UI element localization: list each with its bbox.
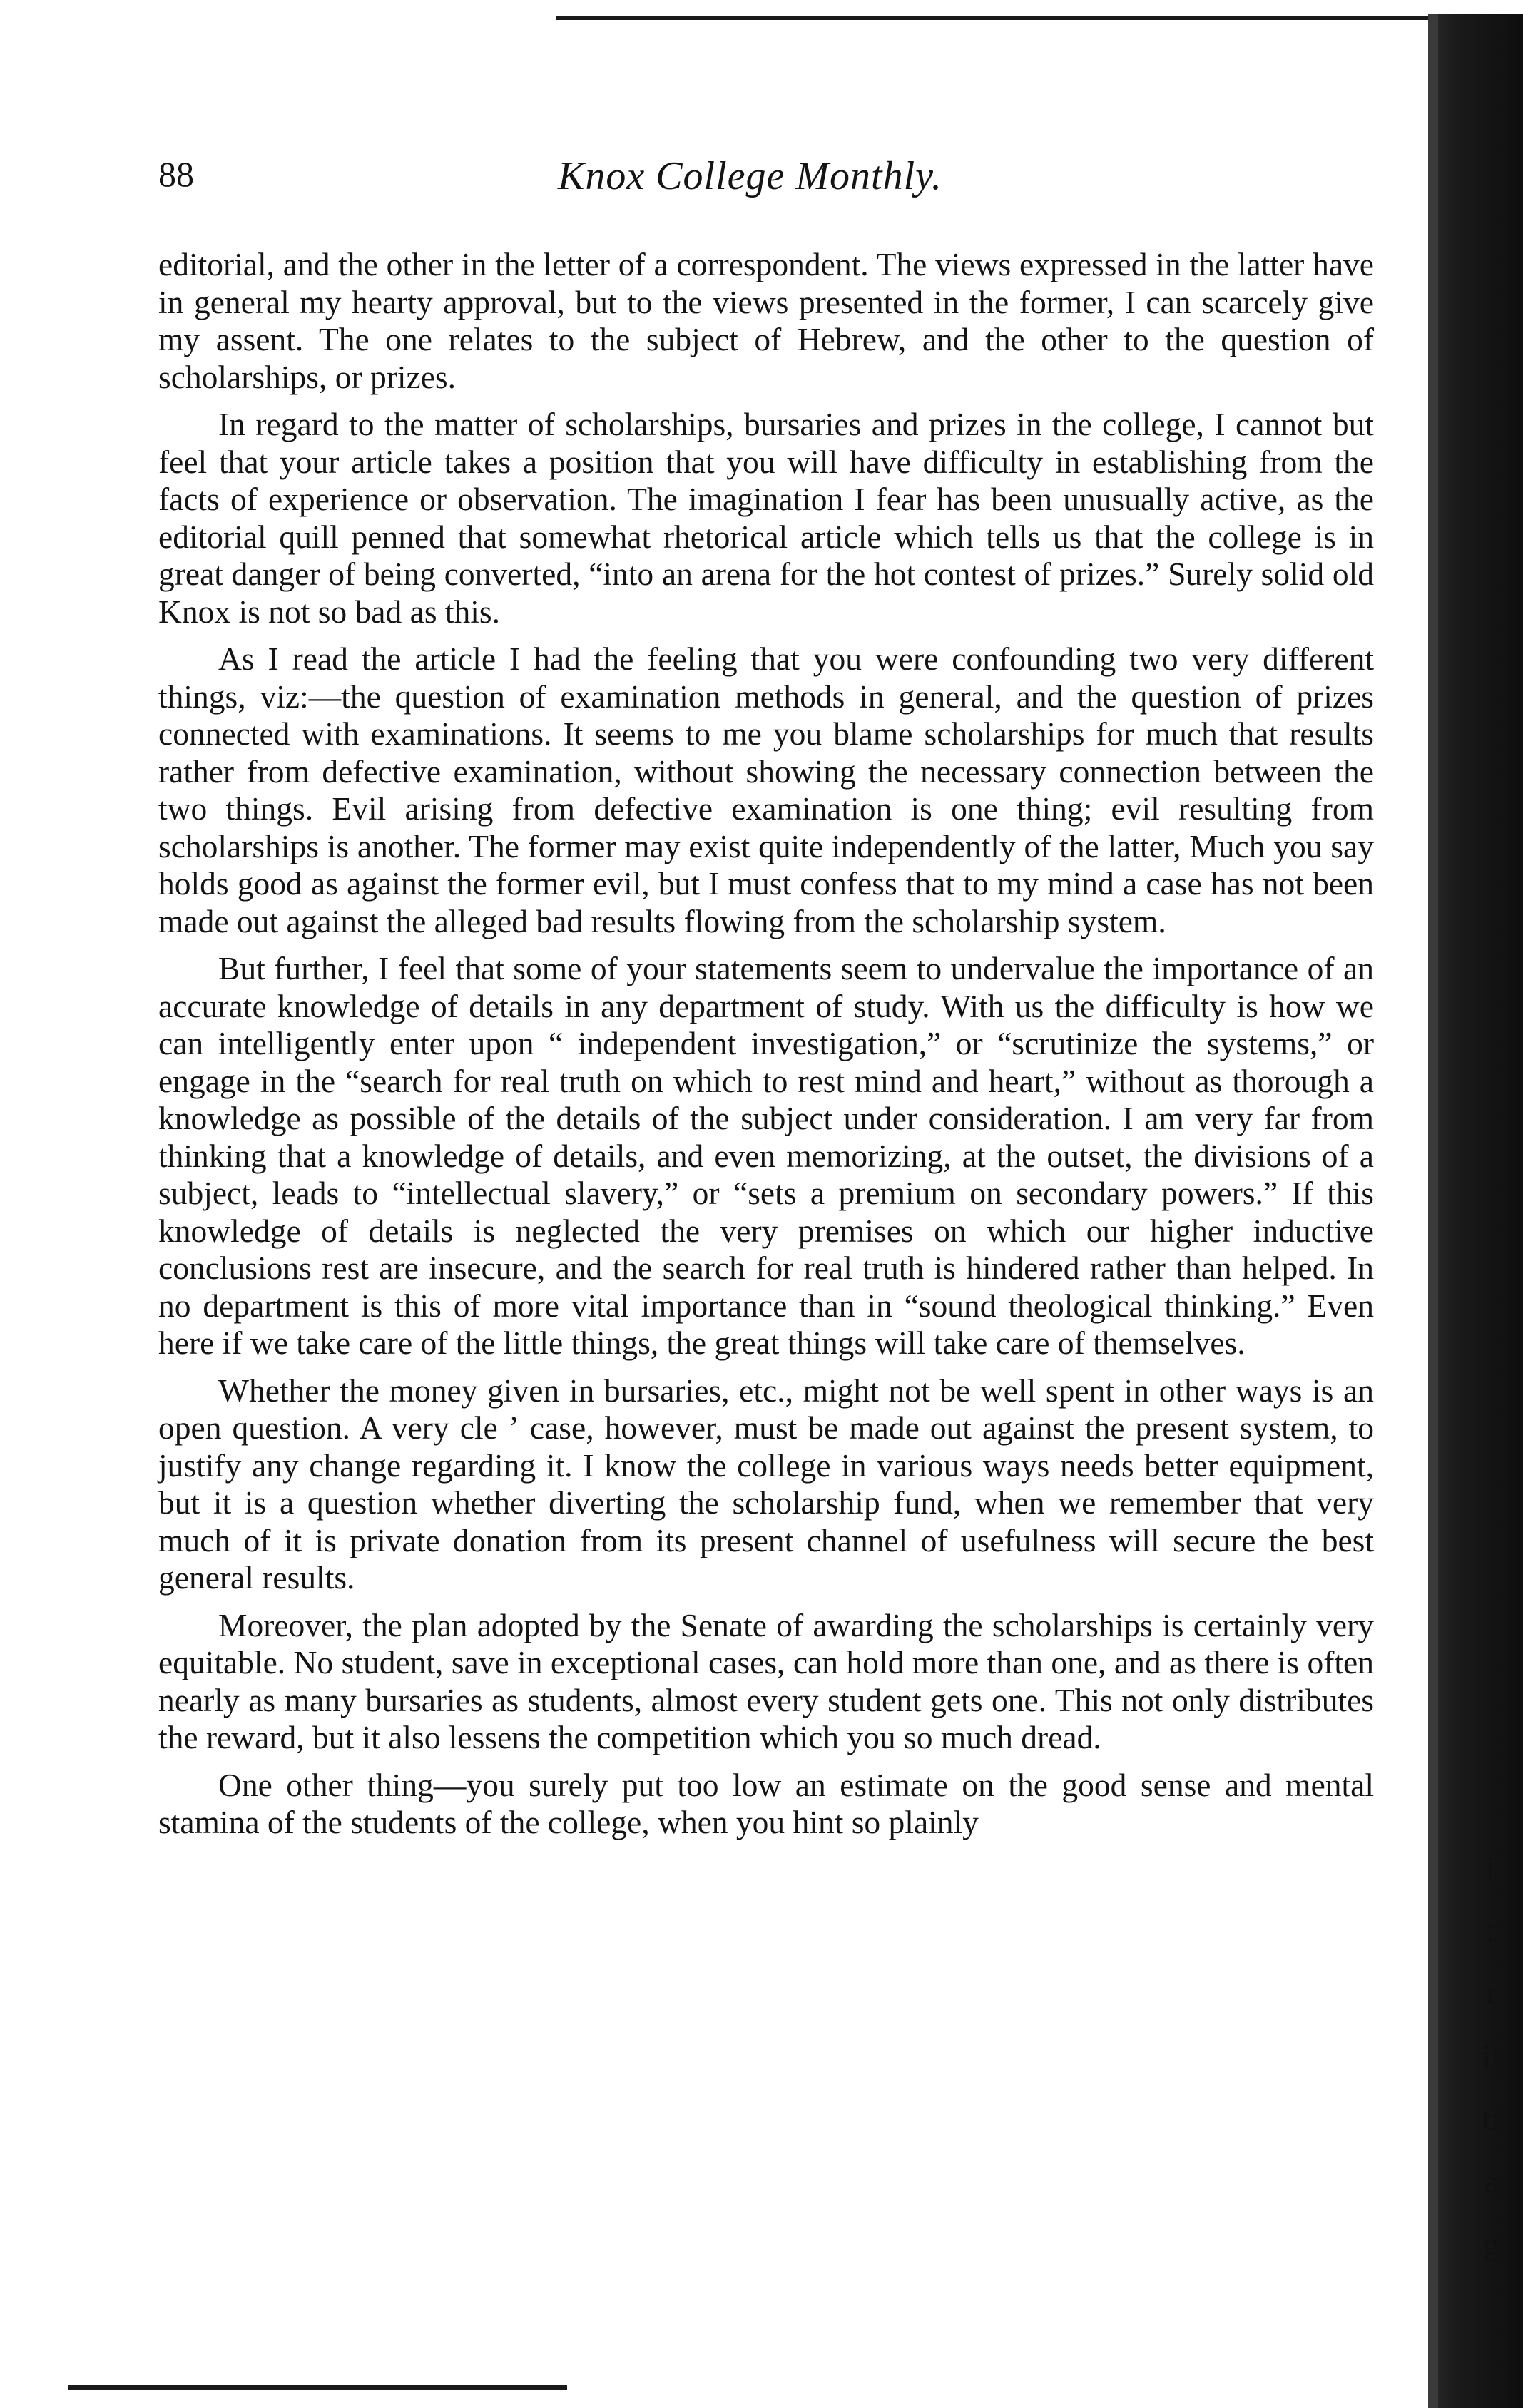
edge-mark: iı [1482, 2039, 1500, 2073]
article-body [158, 246, 1374, 1852]
adjacent-page-marks [1477, 1837, 1505, 2276]
page-header [158, 153, 1371, 210]
page-number: 88 [158, 154, 194, 194]
page-edge-shadow [1428, 14, 1523, 2408]
bottom-border-rule [68, 2385, 567, 2390]
paragraph-2: In regard to the matter of scholarships, bursaries and prizes in the college, I cannot but feel that your article takes a position that you will have difficulty in establishing from the facts of experience or observation. The imagination I fear has been unusually active, as the editorial quill penned that somewhat rhetorical article which tells us that the college is in great danger of being converted, “into an arena for the hot contest of prizes.” Surely solid old Knox is not so bad as this. [158, 406, 1374, 630]
paragraph-4: But further, I feel that some of your statements seem to undervalue the importance of an accurate knowledge of details in any department of study. With us the difficulty is how we can intelligently enter upon “ independent investigation,” or “scrutinize the systems,” or engage in the “search for real truth on which to rest mind and heart,” without as thorough a knowledge as possible of the details of the subject under consideration. I am very far from thinking that a knowledge of details, and even memorizing, at the outset, the divisions of a subject, leads to “intellectual slavery,” or “sets a premium on secondary powers.” If this knowledge of details is neglected the very premises on which our higher inductive conclusions rest are insecure, and the search for real truth is hindered rather than helped. In no department is this of more vital importance than in “sound theological thinking.” Even here if we take care of the little things, the great things will take care of themselves. [158, 950, 1374, 1361]
paragraph-6: Moreover, the plan adopted by the Senate of awarding the scholarships is certainly very equitable. No student, save in exceptional cases, can hold more than one, and as there is often nearly as many bursaries as students, almost every student gets one. This not only distributes the reward, but it also lessens the competition which you so much dread. [158, 1606, 1374, 1755]
paragraph-7: One other thing—you surely put too low an estimate on the good sense and mental stamina of the students of the college, when you hint so plainly [158, 1766, 1374, 1840]
running-title: Knox College Monthly. [558, 154, 942, 198]
paragraph-1: editorial, and the other in the letter of a correspondent. The views expressed in the latter have in general my hearty approval, but to the views presented in the former, I can scarcely give my assent. The one relates to the subject of Hebrew, and the other to the question of scholarships, or prizes. [158, 246, 1374, 395]
paragraph-3: As I read the article I had the feeling that you were confounding two very different things, viz:—the question of examination methods in general, and the question of prizes connected with examinations. It seems to me you blame scholarships for much that results rather from defective examination, without showing the necessary connection between the two things. Evil arising from defective examination is one thing; evil resulting from scholarships is another. The former may exist quite independently of the latter, Much you say holds good as against the former evil, but I must confess that to my mind a case has not been made out against the alleged bad results flowing from the scholarship system. [158, 641, 1374, 939]
top-border-rule [556, 16, 1445, 20]
page-edge-line [1428, 14, 1438, 2408]
edge-mark: : [1486, 1913, 1496, 1948]
paragraph-5: Whether the money given in bursaries, etc., might not be well spent in other ways is an open question. A very cle ʼ case, however, must be made out against the present system, to justify any change regarding it. I know the college in various ways needs better equipment, but it is a question whether diverting the scholarship fund, when we remember that very much of it is private donation from its present channel of usefulness will secure the best general results. [158, 1372, 1374, 1596]
edge-mark: i [1486, 1850, 1496, 1885]
edge-mark: tı [1482, 2101, 1500, 2136]
edge-mark: g [1483, 2227, 1499, 2262]
edge-mark: ı [1486, 1976, 1496, 2011]
edge-mark: a [1484, 2164, 1498, 2199]
